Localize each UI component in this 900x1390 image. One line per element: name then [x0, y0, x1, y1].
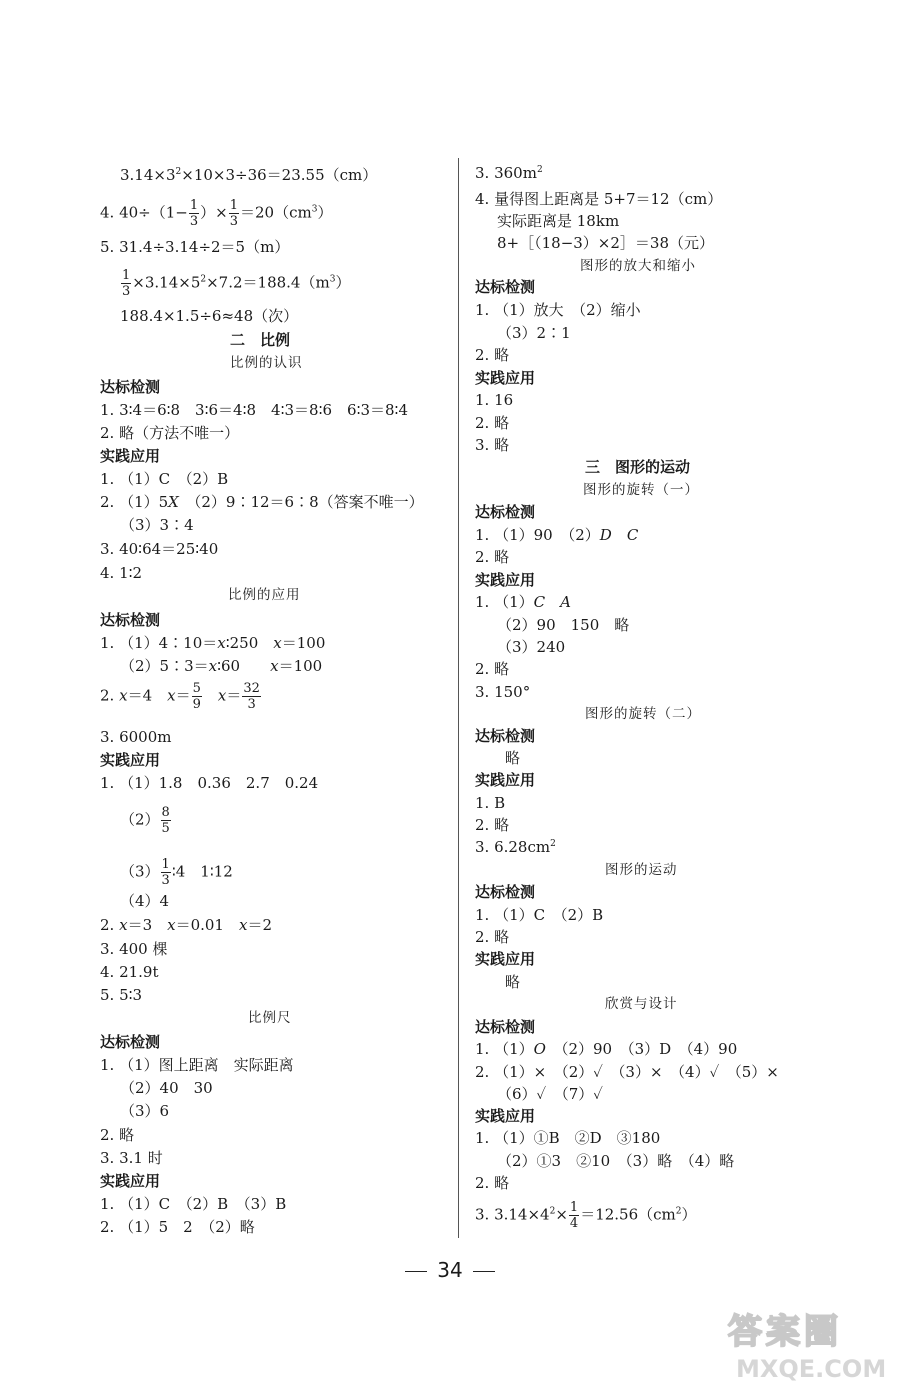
answer-line: （3）3∶4 — [120, 516, 194, 534]
heading-practice: 实践应用 — [475, 771, 536, 789]
answer-line: （3）2∶1 — [497, 324, 571, 342]
heading-check: 达标检测 — [475, 278, 536, 296]
answer-line: 1. （1）C A — [475, 593, 571, 611]
answer-line: 3. 6000m — [100, 728, 172, 746]
answer-line: 2. 略 — [475, 660, 510, 678]
answer-line: 4. 21.9t — [100, 963, 159, 981]
answer-line: 4. 量得图上距离是 5+7＝12（cm） — [475, 190, 723, 208]
answer-line: $3.14\times 3^2\times 10\times 3\div 36=23.55(cm)$ — [120, 166, 378, 184]
answer-line: 1. （1）O （2）90 （3）D （4）90 — [475, 1040, 738, 1058]
answer-line: 2. x＝3 x＝0.01 x＝2 — [100, 916, 272, 934]
answer-line: （2）40 30 — [120, 1079, 213, 1097]
answer-line: 8+［（18−3）×2］＝38（元） — [497, 234, 715, 252]
answer-line: 4. 1∶2 — [100, 564, 143, 582]
fraction: $\frac{1}{3}$ — [161, 857, 170, 888]
fraction: $\frac{1}{3}$ — [122, 268, 131, 299]
answer-line: 3. $6.28cm^2$ — [475, 838, 556, 856]
page-number: 34 — [0, 1258, 900, 1282]
watermark — [714, 1305, 894, 1385]
answer-line: 3. 3.1 时 — [100, 1149, 163, 1167]
fraction: $\frac{1}{3}$ — [229, 198, 238, 229]
answer-line: 3. $3.14\times 4^2\times$ $\frac{1}{4}$ $=12.56(cm^2)$ — [475, 1200, 697, 1231]
svg-text:MXQE.COM: MXQE.COM — [736, 1355, 887, 1383]
answer-line: 2. 略 — [100, 1126, 135, 1144]
answer-line: 188.4×1.5÷6≈48（次） — [120, 307, 299, 325]
subsection-title: 图形的运动 — [605, 862, 678, 878]
heading-practice: 实践应用 — [475, 369, 536, 387]
answer-line: 2. （1）5 2 （2）略 — [100, 1218, 255, 1236]
answer-line: 3. 150° — [475, 683, 531, 701]
answer-line: 略 — [505, 973, 521, 991]
answer-line: 1. （1）4∶10＝x∶250 x＝100 — [100, 634, 326, 652]
answer-line: 1. 16 — [475, 391, 514, 409]
subsection-title: 比例尺 — [248, 1010, 292, 1026]
answer-line: 1. 3∶4＝6∶8 3∶6＝4∶8 4∶3＝8∶6 6∶3＝8∶4 — [100, 401, 409, 419]
subsection-title: 图形的旋转（二） — [585, 706, 701, 722]
answer-line: 2. 略（方法不唯一） — [100, 424, 240, 442]
section-title: 三 图形的运动 — [585, 458, 691, 476]
answer-line: （3） $\frac{1}{3}$ ∶4 1∶12 — [120, 857, 233, 888]
answer-line: 1. B — [475, 794, 506, 812]
answer-line: 略 — [505, 749, 521, 767]
answer-line: 2. 略 — [475, 816, 510, 834]
dash-left — [405, 1271, 427, 1272]
answer-line: 1. （1）C （2）B — [475, 906, 604, 924]
fraction: $\frac{1}{4}$ — [569, 1200, 579, 1231]
watermark-logo — [714, 1305, 894, 1385]
answer-line: 3. $360m^2$ — [475, 164, 543, 182]
answer-line: 2. （1）5X （2）9∶12＝6∶8（答案不唯一） — [100, 493, 424, 511]
heading-check: 达标检测 — [100, 611, 161, 629]
answer-line: 2. 略 — [475, 414, 510, 432]
section-title: 二 比例 — [230, 331, 291, 349]
fraction: $\frac{8}{5}$ — [161, 805, 170, 836]
subsection-title: 图形的旋转（一） — [583, 482, 699, 498]
heading-check: 达标检测 — [100, 1033, 161, 1051]
heading-check: 达标检测 — [475, 1018, 536, 1036]
heading-practice: 实践应用 — [100, 1172, 161, 1190]
answer-line: 1. （1）C （2）B — [100, 470, 229, 488]
answer-line: （4）4 — [120, 892, 170, 910]
answer-line: 2. 略 — [475, 928, 510, 946]
heading-check: 达标检测 — [475, 727, 536, 745]
heading-practice: 实践应用 — [100, 447, 161, 465]
subsection-title: 欣赏与设计 — [605, 996, 678, 1012]
answer-line: 2. （1）× （2）✓ （3）× （4）✓ （5）× — [475, 1063, 779, 1081]
subsection-title: 比例的应用 — [228, 587, 301, 603]
answer-line: （2）①3 ②10 （3）略 （4）略 — [497, 1152, 735, 1170]
answer-line: 3. 40∶64＝25∶40 — [100, 540, 219, 558]
fraction: $\frac{5}{9}$ — [192, 681, 201, 712]
answer-line: 2. 略 — [475, 346, 510, 364]
answer-line: 5. 5∶3 — [100, 986, 143, 1004]
svg-text:答案圈: 答案圈 — [728, 1312, 842, 1352]
answer-line: $\frac{1}{3}$ $\times 3.14\times 5^2\times 7.2=188.4(m^3)$ — [122, 268, 351, 299]
answer-line: 4. 40÷（1− $\frac{1}{3}$ ）× $\frac{1}{3}$ $=20(cm^3)$ — [100, 198, 333, 229]
heading-check: 达标检测 — [100, 378, 161, 396]
answer-line: 1. （1）90 （2）D C — [475, 526, 639, 544]
answer-line: （2）90 150 略 — [497, 616, 630, 634]
answer-line: （2）5∶3＝x∶60 x＝100 — [120, 657, 323, 675]
heading-practice: 实践应用 — [475, 950, 536, 968]
fraction: $\frac{32}{3}$ — [243, 681, 260, 712]
answer-line: 3. 400 棵 — [100, 940, 168, 958]
answer-line: 1. （1）C （2）B （3）B — [100, 1195, 287, 1213]
answer-line: 2. 略 — [475, 548, 510, 566]
subsection-title: 比例的认识 — [230, 355, 303, 371]
answer-line: 2. x＝4 x＝ $\frac{5}{9}$ x＝ $\frac{32}{3}$ — [100, 681, 260, 712]
answer-line: 1. （1）图上距离 实际距离 — [100, 1056, 294, 1074]
answer-line: （6）✓ （7）✓ — [497, 1085, 603, 1103]
heading-practice: 实践应用 — [100, 751, 161, 769]
answer-line: （3）240 — [497, 638, 566, 656]
answer-line: 1. （1）1.8 0.36 2.7 0.24 — [100, 774, 319, 792]
column-divider — [458, 158, 459, 1238]
answer-line: 1. （1）①B ②D ③180 — [475, 1129, 661, 1147]
answer-line: 2. 略 — [475, 1174, 510, 1192]
fraction: $\frac{1}{3}$ — [189, 198, 199, 229]
heading-practice: 实践应用 — [475, 571, 536, 589]
answer-line: 5. 31.4÷3.14÷2＝5（m） — [100, 238, 290, 256]
answer-line: 1. （1）放大 （2）缩小 — [475, 301, 641, 319]
answer-line: 3. 略 — [475, 436, 510, 454]
answer-line: （3）6 — [120, 1102, 170, 1120]
dash-right — [473, 1271, 495, 1272]
answer-line: （2） $\frac{8}{5}$ — [120, 805, 170, 836]
heading-practice: 实践应用 — [475, 1107, 536, 1125]
heading-check: 达标检测 — [475, 883, 536, 901]
answer-line: 实际距离是 18km — [497, 212, 620, 230]
subsection-title: 图形的放大和缩小 — [580, 258, 696, 274]
heading-check: 达标检测 — [475, 503, 536, 521]
